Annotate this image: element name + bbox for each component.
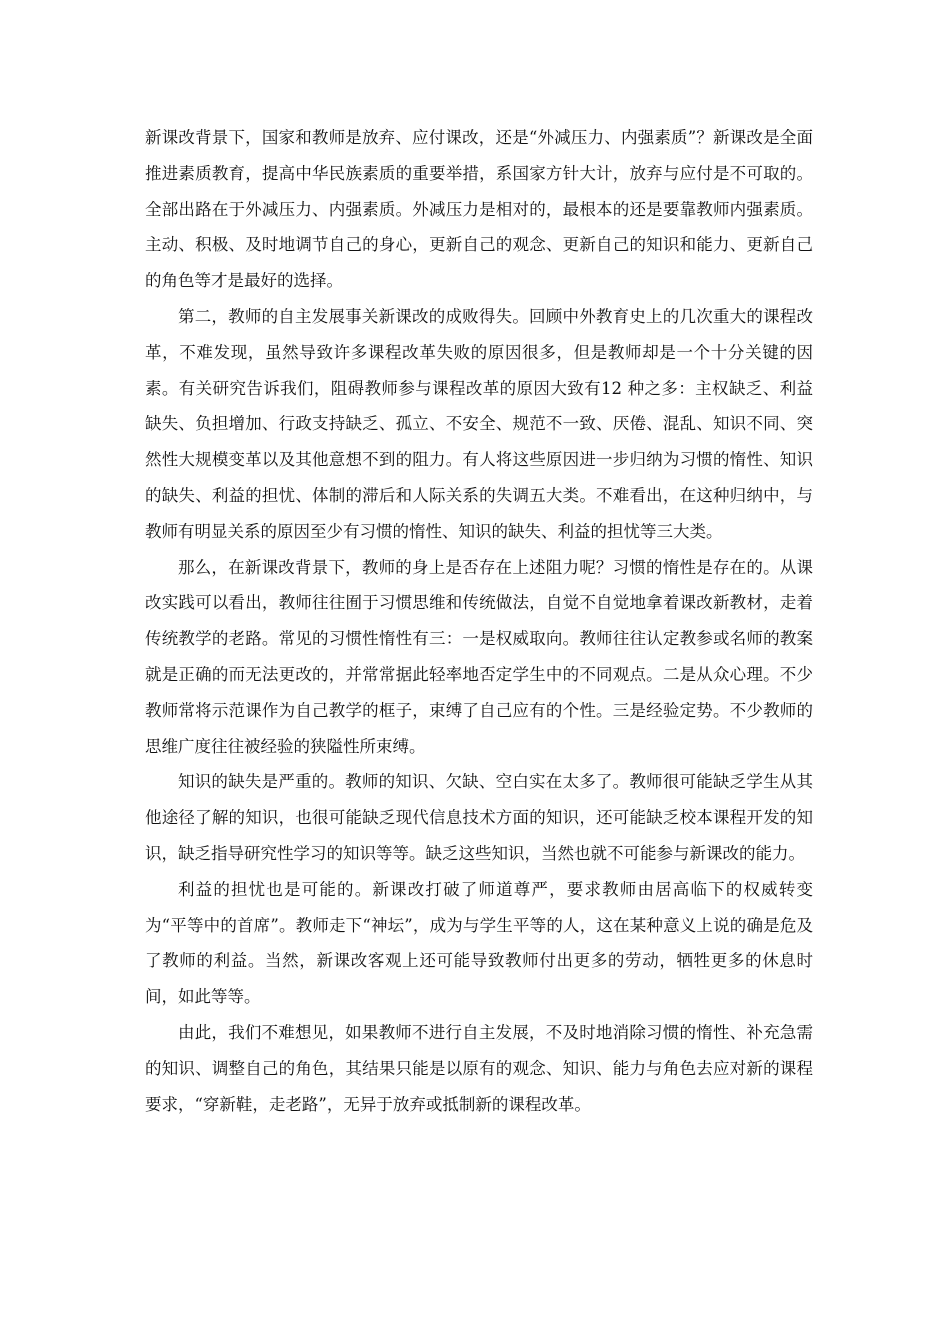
- document-body: [145, 120, 813, 1122]
- paragraph-5: 利益的担忧也是可能的。新课改打破了师道尊严，要求教师由居高临下的权威转变为“平等中的首席”。教师走下“神坛”，成为与学生平等的人，这在某种意义上说的确是危及了教师的利益。当然，新课改客观上还可能导致教师付出更多的劳动，牺牲更多的休息时间，如此等等。: [145, 879, 813, 1007]
- paragraph-2: 第二，教师的自主发展事关新课改的成败得失。回顾中外教育史上的几次重大的课程改革，不难发现，虽然导致许多课程改革失败的原因很多，但是教师却是一个十分关键的因素。有关研究告诉我们，阻碍教师参与课程改革的原因大致有12 种之多：主权缺乏、利益缺失、负担增加、行政支持缺乏、孤立、不安全、规范不一致、厌倦、混乱、知识不同、突然性大规模变革以及其他意想不到的阻力。有人将这些原因进一步归纳为习惯的惰性、知识的缺失、利益的担忧、体制的滞后和人际关系的失调五大类。不难看出，在这种归纳中，与教师有明显关系的原因至少有习惯的惰性、知识的缺失、利益的担忧等三大类。: [145, 306, 813, 541]
- paragraph-4: 知识的缺失是严重的。教师的知识、欠缺、空白实在太多了。教师很可能缺乏学生从其他途径了解的知识，也很可能缺乏现代信息技术方面的知识，还可能缺乏校本课程开发的知识，缺乏指导研究性学习的知识等等。缺乏这些知识，当然也就不可能参与新课改的能力。: [145, 772, 813, 863]
- paragraph-1: 新课改背景下，国家和教师是放弃、应付课改，还是“外减压力、内强素质”？新课改是全面推进素质教育，提高中华民族素质的重要举措，系国家方针大计，放弃与应付是不可取的。全部出路在于外减压力、内强素质。外减压力是相对的，最根本的还是要靠教师内强素质。主动、积极、及时地调节自己的身心，更新自己的观念、更新自己的知识和能力、更新自己的角色等才是最好的选择。: [145, 128, 813, 291]
- paragraph-6: 由此，我们不难想见，如果教师不进行自主发展，不及时地消除习惯的惰性、补充急需的知识、调整自己的角色，其结果只能是以原有的观念、知识、能力与角色去应对新的课程要求，“穿新鞋，走老路”，无异于放弃或抵制新的课程改革。: [145, 1022, 813, 1114]
- paragraph-3: 那么，在新课改背景下，教师的身上是否存在上述阻力呢？习惯的惰性是存在的。从课改实践可以看出，教师往往囿于习惯思维和传统做法，自觉不自觉地拿着课改新教材，走着传统教学的老路。常见的习惯性惰性有三：一是权威取向。教师往往认定教参或名师的教案就是正确的而无法更改的，并常常据此轻率地否定学生中的不同观点。二是从众心理。不少教师常将示范课作为自己教学的框子，束缚了自己应有的个性。三是经验定势。不少教师的思维广度往往被经验的狭隘性所束缚。: [145, 557, 813, 756]
